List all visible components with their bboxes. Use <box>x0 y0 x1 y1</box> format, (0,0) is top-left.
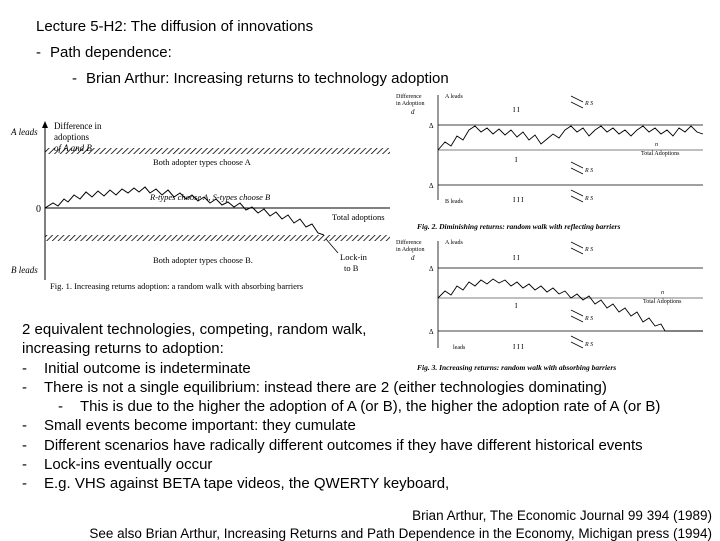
body-text <box>22 320 660 494</box>
fig2-upper-barrier-label: Δ <box>429 122 434 130</box>
fig3-n: n <box>661 290 664 296</box>
body-bullet <box>22 474 660 493</box>
bullet-dash: - <box>58 398 63 416</box>
fig2-region-III: I I I <box>513 196 524 204</box>
fig1-bottom-region: Both adopter types choose B. <box>153 255 253 265</box>
fig2-rs-arrow <box>571 162 583 168</box>
fig2-random-walk <box>438 126 703 150</box>
fig1-caption: Fig. 1. Increasing returns adoption: a random walk with absorbing barriers <box>50 281 304 291</box>
fig1-xlabel: Total adoptions <box>332 212 385 222</box>
bullet-text: Initial outcome is indeterminate <box>44 359 251 377</box>
bullet-text: E.g. VHS against BETA tape videos, the QWERTY keyboard, <box>44 475 450 493</box>
fig3-ylabel-1: Difference <box>396 240 422 246</box>
fig1-lockin-1: Lock-in <box>340 252 367 262</box>
fig1-y-arrow <box>42 121 48 128</box>
fig3-rs-arrow <box>571 242 583 248</box>
bullet1-text: Path dependence: <box>50 44 172 61</box>
fig3-region-II: I I <box>513 254 520 262</box>
bullet-dash: - <box>22 456 27 474</box>
body-bullet <box>22 359 660 378</box>
body-bullet <box>22 455 660 474</box>
bullet-dash: - <box>22 359 27 377</box>
fig1-a-leads: A leads <box>11 127 38 137</box>
fig1-upper-barrier <box>45 148 390 154</box>
fig1-zero: 0 <box>36 204 41 215</box>
fig3-rs-arrow <box>571 310 583 316</box>
fig2-rs-mid: R S <box>585 168 594 174</box>
fig2-rs-arrow <box>571 102 583 108</box>
slide-title <box>36 18 313 35</box>
bullet-text: There is not a single equilibrium: instead there are 2 (either technologies dominating) <box>44 378 607 396</box>
bullet-text: Different scenarios have radically different outcomes if they have different historical events <box>44 436 643 454</box>
bullet-text: Lock-ins eventually occur <box>44 456 213 474</box>
fig2-ylabel-3: d <box>411 108 415 116</box>
fig2-b-leads: B leads <box>445 199 463 205</box>
fig2-rs-arrow <box>571 96 583 102</box>
body-bullet <box>22 436 660 455</box>
bullet-dash: - <box>36 44 41 61</box>
fig3-rs-arrow <box>571 248 583 254</box>
fig2-a-leads: A leads <box>445 94 463 100</box>
fig3-b-leads: leads <box>453 345 466 351</box>
fig1-ylabel-1: Difference in <box>54 121 102 131</box>
reference-2: See also Brian Arthur, Increasing Returns and Path Dependence in the Economy, Michigan press (1994) <box>89 526 712 541</box>
fig1-lockin-arrow <box>326 239 338 253</box>
body-bullet <box>22 416 660 435</box>
bullet2-text: Brian Arthur: Increasing returns to technology adoption <box>86 70 449 87</box>
bullet-dash: - <box>22 475 27 493</box>
fig2-rs-arrow <box>571 196 583 202</box>
fig2-ylabel-1: Difference <box>396 94 422 100</box>
fig3-lower-barrier-label: Δ <box>429 328 434 336</box>
bullet-dash: - <box>22 378 27 396</box>
body-sub-bullet <box>22 397 660 416</box>
fig1-lower-barrier <box>45 235 390 241</box>
fig1-top-region: Both adopter types choose A <box>153 157 251 167</box>
fig3-caption: Fig. 3. Increasing returns: random walk with absorbing barriers <box>417 363 617 372</box>
fig3-ylabel-3: d <box>411 254 415 262</box>
title-rest: : The diffusion of innovations <box>122 18 314 35</box>
fig2-lower-barrier-label: Δ <box>429 182 434 190</box>
fig3-rs-bot: R S <box>585 342 594 348</box>
body-intro-1: 2 equivalent technologies, competing, random walk, <box>22 321 367 338</box>
body-intro-2: increasing returns to adoption: <box>22 340 224 358</box>
fig3-ylabel-2: in Adoption <box>396 247 425 253</box>
fig2-rs-arrow <box>571 168 583 174</box>
fig2-region-I: I <box>515 156 518 164</box>
bullet-text: Small events become important: they cumulate <box>44 417 356 435</box>
fig2-rs-top: R S <box>585 101 594 107</box>
figure-2 <box>393 90 715 235</box>
fig1-mid-region: R-types choose A, S-types choose B <box>150 192 271 202</box>
fig2-n: n <box>655 142 658 148</box>
fig2-ylabel-2: in Adoption <box>396 101 425 107</box>
fig2-xlabel: Total Adoptions <box>641 151 680 157</box>
fig2-region-II: I I <box>513 106 520 114</box>
bullet-brian-arthur <box>72 70 449 87</box>
fig1-b-leads: B leads <box>11 265 38 275</box>
body-bullet <box>22 378 660 397</box>
fig3-region-I: I <box>515 302 518 310</box>
fig3-rs-mid: R S <box>585 316 594 322</box>
fig3-xlabel: Total Adoptions <box>643 299 682 305</box>
fig2-caption: Fig. 2. Diminishing returns: random walk with reflecting barriers <box>417 222 621 231</box>
fig3-upper-barrier-label: Δ <box>429 265 434 273</box>
bullet-dash: - <box>22 417 27 435</box>
fig1-ylabel-2: adoptions <box>54 132 89 142</box>
fig3-region-III: I I I <box>513 343 524 351</box>
fig2-rs-bot: R S <box>585 196 594 202</box>
fig2-rs-arrow <box>571 190 583 196</box>
bullet-dash: - <box>22 436 27 454</box>
title-prefix: Lecture 5-H2 <box>36 18 123 35</box>
bullet-text: This is due to the higher the adoption of A (or B), the higher the adoption rate of A (or B) <box>80 398 661 416</box>
figure-1 <box>8 115 393 295</box>
fig3-a-leads: A leads <box>445 240 463 246</box>
bullet-dash: - <box>72 70 77 87</box>
reference-1: Brian Arthur, The Economic Journal 99 394 (1989) <box>412 508 712 523</box>
fig3-rs-top: R S <box>585 247 594 253</box>
bullet-path-dependence <box>36 44 172 61</box>
fig1-lockin-2: to B <box>344 263 359 273</box>
